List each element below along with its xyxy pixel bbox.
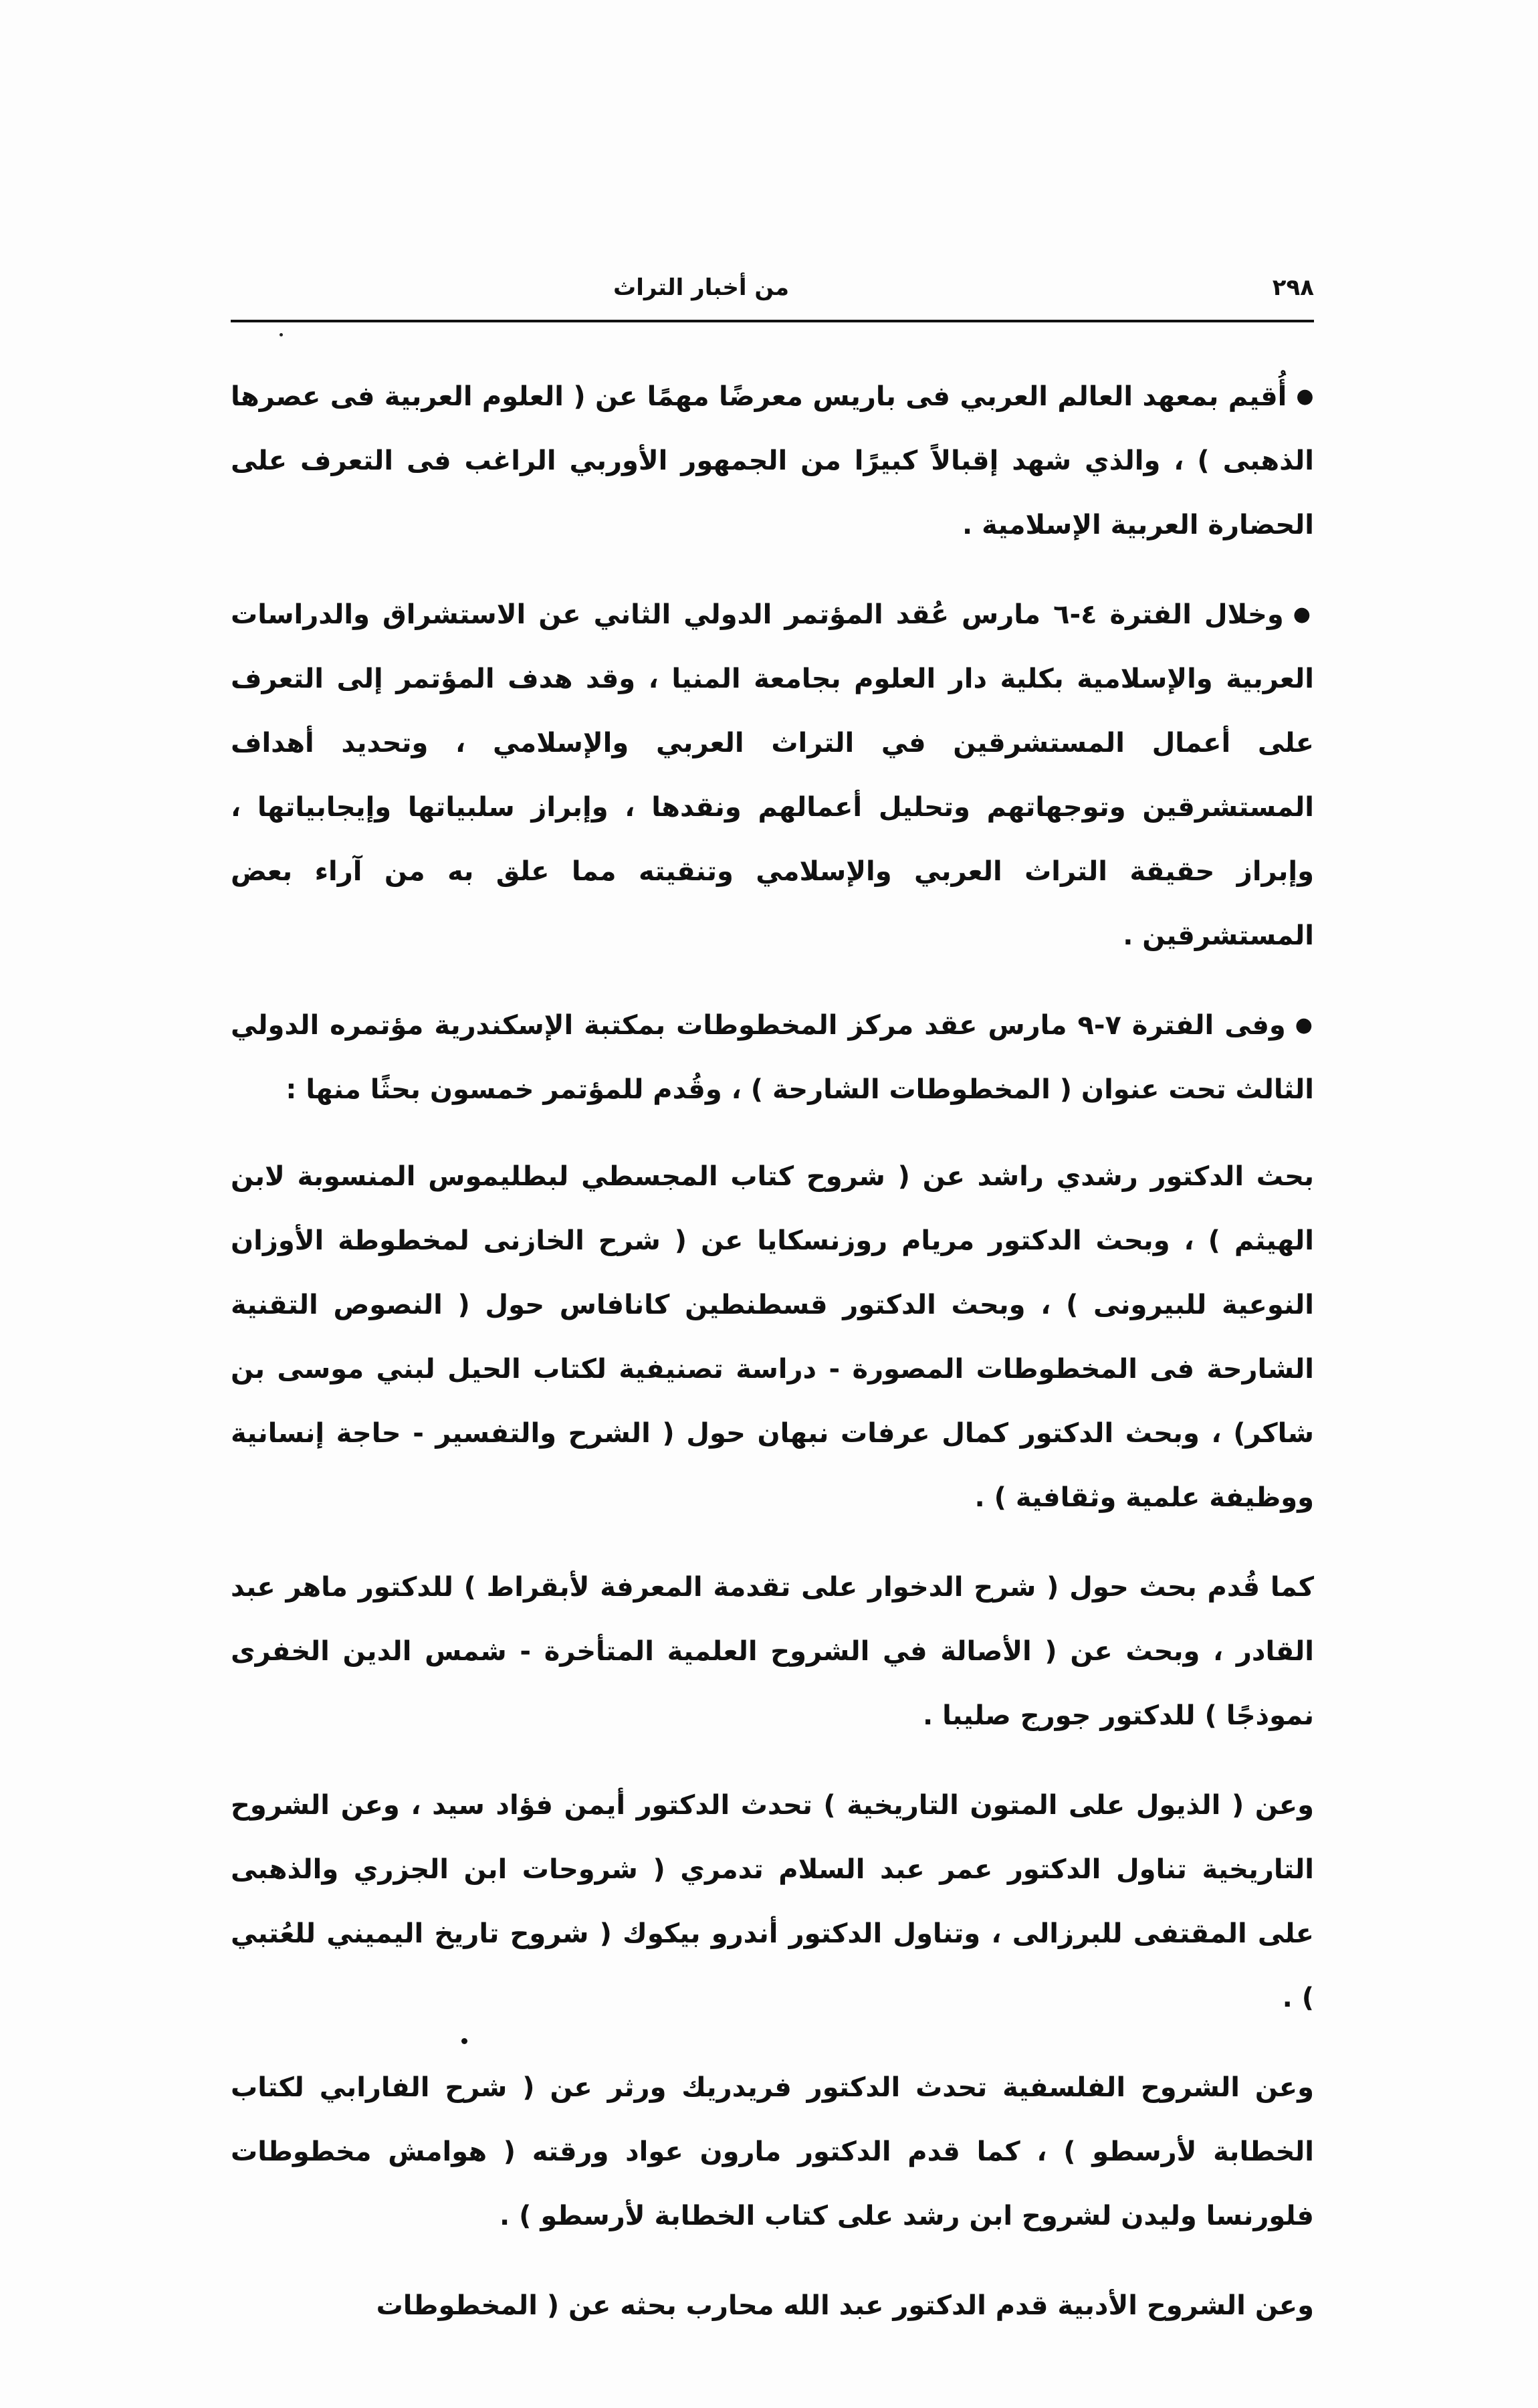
- paragraph-additional-research: كما قُدم بحث حول ( شرح الدخوار على تقدمة المعرفة لأبقراط ) للدكتور ماهر عبد القادر ، وبحث عن ( الأصالة في الشروح العلمية المتأخرة - شمس الدين الخفرى نموذجًا ) للدكتور جورج صليبا .: [231, 1572, 1314, 1731]
- paragraph-historical-commentaries: وعن ( الذيول على المتون التاريخية ) تحدث الدكتور أيمن فؤاد سيد ، وعن الشروح التاريخية تناول الدكتور عمر عبد السلام تدمري ( شروحات ابن الجزري والذهبى على المقتفى للبرزالى ، وتناول الدكتور أندرو بيكوك ( شروح تاريخ اليميني للعُتبي ) .: [231, 1790, 1314, 2013]
- body-text: [231, 365, 1314, 2338]
- paragraph-exhibition: ● أُقيم بمعهد العالم العربي فى باريس معرضًا مهمًا عن ( العلوم العربية فى عصرها الذهبى ) ، والذي شهد إقبالاً كبيرًا من الجمهور الأوربي الراغب فى التعرف على الحضارة العربية الإسلامية .: [231, 365, 1314, 557]
- paragraph-manuscripts-conference: ● وفى الفترة ٧-٩ مارس عقد مركز المخطوطات بمكتبة الإسكندرية مؤتمره الدولي الثالث تحت عنوان ( المخطوطات الشارحة ) ، وقُدم للمؤتمر خمسون بحثًا منها :: [231, 993, 1314, 1122]
- header-rule: [231, 320, 1314, 322]
- print-speck-bottom: [461, 2038, 467, 2044]
- header-title: من أخبار التراث: [613, 274, 789, 301]
- paragraph-literary-commentaries: وعن الشروح الأدبية قدم الدكتور عبد الله محارب بحثه عن ( المخطوطات: [376, 2290, 1314, 2321]
- paragraph-philosophical-commentaries: وعن الشروح الفلسفية تحدث الدكتور فريدريك ورثر عن ( شرح الفارابي لكتاب الخطابة لأرسطو ) ، كما قدم الدكتور مارون عواد ورقته ( هوامش مخطوطات فلورنسا وليدن لشروح ابن رشد على كتاب الخطابة لأرسطو ) .: [231, 2072, 1314, 2231]
- print-speck: [280, 333, 283, 336]
- paragraph-orientalism-conference: ● وخلال الفترة ٤-٦ مارس عُقد المؤتمر الدولي الثاني عن الاستشراق والدراسات العربية والإسلامية بكلية دار العلوم بجامعة المنيا ، وقد هدف المؤتمر إلى التعرف على أعمال المستشرقين في التراث العربي والإسلامي ، وتحديد أهداف المستشرقين وتوجهاتهم وتحليل أعمالهم ونقدها ، وإبراز سلبياتها وإيجابياتها ، وإبراز حقيقة التراث العربي والإسلامي وتنقيته مما علق به من آراء بعض المستشرقين .: [231, 583, 1314, 968]
- running-header: [231, 271, 1314, 311]
- paragraph-research-papers: بحث الدكتور رشدي راشد عن ( شروح كتاب المجسطي لبطليموس المنسوبة لابن الهيثم ) ، وبحث الدكتور مريام روزنسكايا عن ( شرح الخازنى لمخطوطة الأوزان النوعية للبيرونى ) ، وبحث الدكتور قسطنطين كانافاس حول ( النصوص التقنية الشارحة فى المخطوطات المصورة - دراسة تصنيفية لكتاب الحيل لبني موسى بن شاكر) ، وبحث الدكتور كمال عرفات نبهان حول ( الشرح والتفسير - حاجة إنسانية ووظيفة علمية وثقافية ) .: [231, 1161, 1314, 1513]
- page-number: ٢٩٨: [1272, 274, 1314, 301]
